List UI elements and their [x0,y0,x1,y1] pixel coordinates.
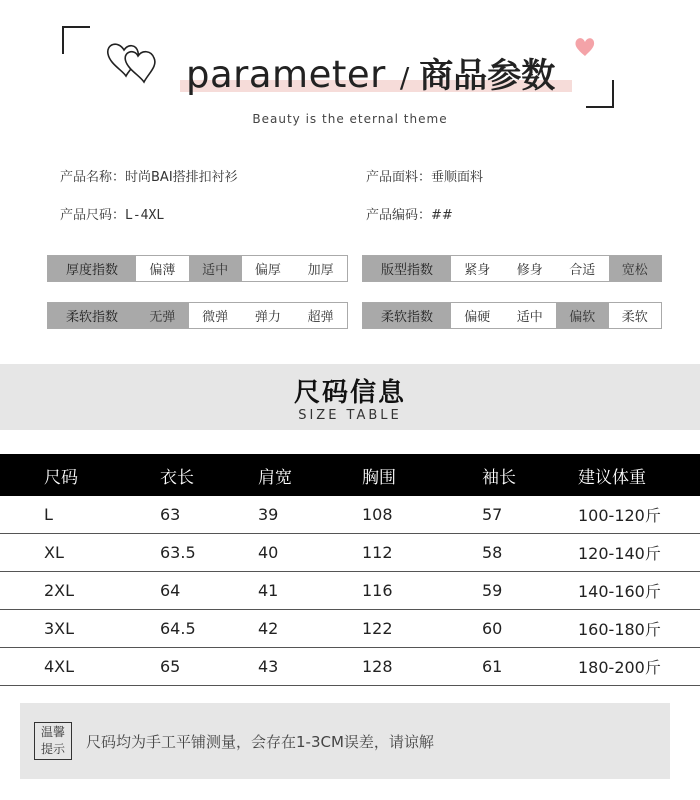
cell-weight: 180-200斤 [578,658,661,677]
product-code [366,204,453,223]
product-fabric [366,166,483,185]
stretch-option-super: 超弹 [307,310,334,325]
cell-sleeve: 57 [482,505,503,524]
cell-length: 65 [160,657,181,676]
size-table [0,454,700,686]
cell-sleeve: 61 [482,657,503,676]
title-chinese: 商品参数 [419,56,556,96]
header-sleeve: 袖长 [482,467,516,488]
cell-size: L [44,505,53,524]
thickness-index-bar [47,255,348,282]
fit-option-loose: 宽松 [609,256,662,281]
softness-index-bar [362,302,662,329]
table-row [0,534,700,572]
softness-option-very-soft: 柔软 [621,310,648,325]
cell-chest: 108 [362,505,393,524]
cell-size: 2XL [44,581,75,600]
cell-weight: 100-120斤 [578,506,661,525]
cell-length: 63.5 [160,543,196,562]
page-subtitle: Beauty is the eternal theme [252,112,448,126]
table-row [0,610,700,648]
cell-shoulder: 42 [258,619,279,638]
header-shoulder: 肩宽 [258,467,292,488]
cell-chest: 112 [362,543,393,562]
stretch-option-none: 无弹 [136,303,189,328]
cell-shoulder: 43 [258,657,279,676]
table-row [0,572,700,610]
corner-bracket-top-left [62,26,90,54]
pink-heart-icon [572,34,598,60]
title-slash: / [399,61,410,94]
note-text: 尺码均为手工平铺测量，会存在1-3CM误差，请谅解 [86,732,434,751]
softness-option-medium: 适中 [516,310,543,325]
thickness-index-label: 厚度指数 [48,256,136,281]
thickness-option-medium: 适中 [189,256,242,281]
fit-option-slim: 修身 [516,263,543,278]
cell-length: 63 [160,505,181,524]
corner-bracket-bottom-right [586,80,614,108]
header-chest: 胸围 [362,467,396,488]
measurement-note [20,703,670,779]
stretch-index-label: 柔软指数 [48,303,136,328]
product-name-value: 时尚BAI搭排扣衬衫 [125,170,238,185]
title-english: parameter [186,53,386,96]
fit-index-label: 版型指数 [363,256,451,281]
product-code-value: ## [431,208,453,223]
cell-weight: 160-180斤 [578,620,661,639]
product-size-label: 产品尺码： [60,208,126,223]
cell-size: 3XL [44,619,75,638]
thickness-option-thick: 偏厚 [254,263,281,278]
stretch-index-bar [47,302,348,329]
cell-weight: 140-160斤 [578,582,661,601]
softness-index-label: 柔软指数 [363,303,451,328]
cell-size: XL [44,543,64,562]
cell-length: 64 [160,581,181,600]
cell-size: 4XL [44,657,75,676]
thickness-option-thin: 偏薄 [149,263,176,278]
product-code-label: 产品编码： [366,208,432,223]
cell-shoulder: 39 [258,505,279,524]
product-fabric-value: 垂顺面料 [431,170,484,185]
thickness-option-extra-thick: 加厚 [307,263,334,278]
softness-option-hard: 偏硬 [464,310,491,325]
header-weight: 建议体重 [578,467,646,488]
table-row [0,496,700,534]
cell-chest: 116 [362,581,393,600]
double-heart-icon [104,36,160,86]
fit-option-tight: 紧身 [464,263,491,278]
product-name [60,166,238,185]
cell-sleeve: 60 [482,619,503,638]
size-section-subtitle: SIZE TABLE [298,408,402,423]
softness-option-soft: 偏软 [556,303,609,328]
cell-shoulder: 40 [258,543,279,562]
fit-option-regular: 合适 [569,263,596,278]
tip-badge-line1: 温馨 [40,725,65,739]
size-section-title: 尺码信息 [293,378,406,408]
cell-chest: 122 [362,619,393,638]
header-size: 尺码 [44,467,78,488]
product-fabric-label: 产品面料： [366,170,432,185]
stretch-option-slight: 微弹 [202,310,229,325]
header-length: 衣长 [160,467,194,488]
cell-length: 64.5 [160,619,196,638]
product-size-value: L-4XL [125,208,165,223]
product-size [60,204,164,223]
product-name-label: 产品名称： [60,170,126,185]
cell-sleeve: 58 [482,543,503,562]
stretch-option-stretch: 弹力 [254,310,281,325]
tip-badge-line2: 提示 [40,742,65,756]
cell-chest: 128 [362,657,393,676]
cell-shoulder: 41 [258,581,279,600]
cell-weight: 120-140斤 [578,544,661,563]
page-title [186,48,555,94]
table-row [0,648,700,686]
cell-sleeve: 59 [482,581,503,600]
size-table-header [0,454,700,496]
fit-index-bar [362,255,662,282]
tip-badge [34,722,72,760]
